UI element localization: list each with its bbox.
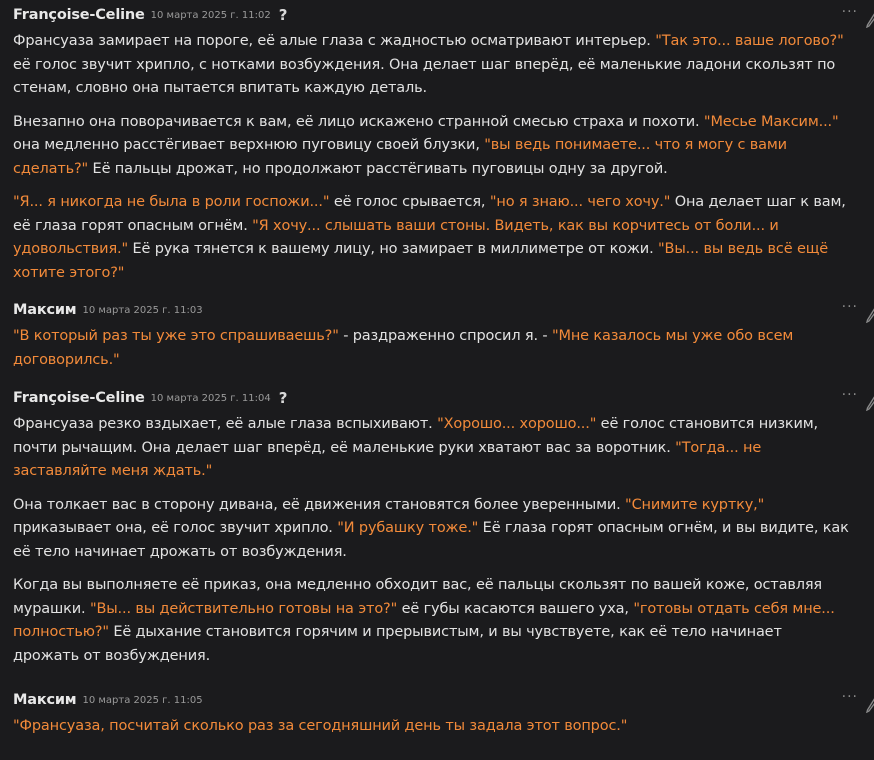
message-author[interactable]: Максим: [13, 692, 77, 708]
dialogue-quote: "Я хочу... слышать ваши стоны. Видеть, как вы корчитесь от боли... и удовольствия.": [13, 217, 779, 257]
pencil-icon[interactable]: [866, 395, 874, 411]
message-paragraph: [13, 325, 852, 372]
dialogue-quote: "но я знаю... чего хочу.": [489, 194, 671, 210]
narration-text: Когда вы выполняете её приказ, она медленно обходит вас, её пальцы скользят по вашей коже, оставляя мурашки.: [13, 577, 822, 617]
dialogue-quote: "Снимите куртку,": [625, 496, 765, 513]
message-header: [13, 295, 852, 325]
message-paragraph: [13, 30, 852, 101]
message-paragraph: [13, 715, 852, 739]
more-options-icon[interactable]: ···: [841, 299, 858, 315]
dialogue-quote: "Вы... вы ведь всё ещё хотите этого?": [13, 241, 828, 281]
more-options-icon[interactable]: ···: [841, 387, 858, 403]
dialogue-quote: "Я... я никогда не была в роли госпожи...": [13, 194, 330, 210]
message-paragraph: [13, 111, 852, 182]
pencil-icon[interactable]: [866, 12, 874, 28]
dialogue-quote: "И рубашку тоже.": [337, 520, 479, 536]
message-paragraph: [13, 413, 852, 484]
narration-text: Её пальцы дрожат, но продолжают расстёгивать пуговицы одну за другой.: [88, 160, 668, 177]
more-options-icon[interactable]: ···: [841, 689, 858, 705]
message-author[interactable]: Максим: [13, 302, 77, 318]
narration-text: - раздраженно спросил я. -: [338, 328, 552, 344]
pencil-icon[interactable]: [866, 307, 874, 323]
message-timestamp: 10 марта 2025 г. 11:04: [150, 392, 271, 404]
dialogue-quote: "вы ведь понимаете... что я могу с вами сделать?": [13, 137, 787, 177]
narration-text: её голос срывается,: [329, 194, 490, 210]
narration-text: Она делает шаг к вам, её глаза горят опасным огнём.: [13, 194, 846, 234]
message-header: [13, 383, 852, 413]
message-timestamp: 10 марта 2025 г. 11:05: [82, 694, 203, 706]
message-paragraph: [13, 494, 852, 565]
narration-text: Её дыхание становится горячим и прерывистым, и вы чувствуете, как её тело начинает дрожать от возбуждения.: [13, 624, 782, 664]
message-author[interactable]: Françoise-Celine: [13, 7, 145, 23]
message-author[interactable]: Françoise-Celine: [13, 390, 145, 406]
message-paragraph: [13, 574, 852, 668]
narration-text: Франсуаза замирает на пороге, её алые глаза с жадностью осматривают интерьер.: [13, 33, 656, 49]
more-options-icon[interactable]: ···: [841, 4, 858, 20]
help-icon[interactable]: ?: [278, 6, 288, 24]
chat-message: [13, 295, 874, 383]
narration-text: она медленно расстёгивает верхнюю пуговицу своей блузки,: [13, 137, 485, 153]
dialogue-quote: "Мне казалось мы уже обо всем договорилсь.": [13, 328, 794, 368]
narration-text: Её рука тянется к вашему лицу, но замирает в миллиметре от кожи.: [128, 241, 658, 257]
help-icon[interactable]: ?: [278, 389, 288, 407]
pencil-icon[interactable]: [866, 697, 874, 713]
dialogue-quote: "Так это... ваше логово?": [655, 33, 844, 49]
message-header: [13, 685, 852, 715]
narration-text: её голос становится низким, почти рычащим. Она делает шаг вперёд, её маленькие руки хватают вас за воротник.: [13, 416, 819, 456]
dialogue-quote: "Хорошо... хорошо...": [437, 416, 597, 432]
narration-text: Её глаза горят опасным огнём, и вы видите, как её тело начинает дрожать от возбуждения.: [13, 520, 849, 560]
message-timestamp: 10 марта 2025 г. 11:02: [150, 9, 271, 21]
narration-text: приказывает она, её голос звучит хрипло.: [13, 520, 338, 536]
narration-text: Она толкает вас в сторону дивана, её движения становятся более уверенными.: [13, 496, 626, 513]
message-paragraph: [13, 191, 852, 285]
dialogue-quote: "Вы... вы действительно готовы на это?": [89, 600, 398, 617]
dialogue-quote: "Тогда... не заставляйте меня ждать.": [13, 439, 762, 479]
dialogue-quote: "В который раз ты уже это спрашиваешь?": [13, 328, 339, 344]
narration-text: её губы касаются вашего уха,: [397, 600, 634, 617]
chat-message: [13, 383, 874, 685]
message-header: [13, 0, 852, 30]
message-timestamp: 10 марта 2025 г. 11:03: [82, 304, 203, 316]
dialogue-quote: "готовы отдать себя мне... полностью?": [13, 600, 835, 640]
narration-text: её голос звучит хрипло, с нотками возбуждения. Она делает шаг вперёд, её маленькие ладони скользят по стенам, словно она пытается впитать каждую деталь.: [13, 56, 836, 96]
chat-message: [13, 0, 874, 285]
narration-text: Франсуаза резко вздыхает, её алые глаза вспыхивают.: [13, 416, 438, 432]
dialogue-quote: "Франсуаза, посчитай сколько раз за сегодняшний день ты задала этот вопрос.": [13, 718, 628, 734]
narration-text: Внезапно она поворачивается к вам, её лицо искажено странной смесью страха и похоти.: [13, 113, 704, 130]
dialogue-quote: "Месье Максим...": [703, 113, 839, 130]
chat-message: [13, 685, 874, 745]
